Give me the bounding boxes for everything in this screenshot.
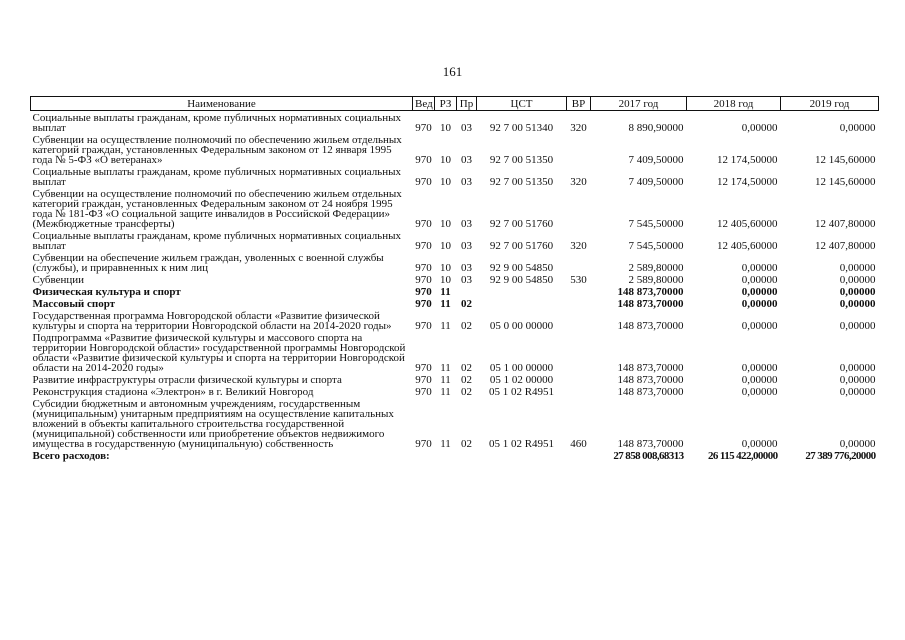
row-2019: 12 407,80000 <box>815 218 876 230</box>
row-rz: 11 <box>440 286 451 298</box>
row-2017: 148 873,70000 <box>617 438 684 450</box>
row-ved: 970 <box>415 362 432 374</box>
row-pr: 03 <box>461 154 472 166</box>
table-row <box>31 373 879 385</box>
row-name: Социальные выплаты гражданам, кроме публичных нормативных социальных выплат <box>32 230 401 252</box>
total-empty-cell <box>435 449 457 461</box>
row-pr: 03 <box>461 240 472 252</box>
row-2018: 12 174,50000 <box>717 176 778 188</box>
row-2019: 12 145,60000 <box>815 176 876 188</box>
table-row <box>31 331 879 373</box>
total-empty-cell <box>567 449 591 461</box>
row-2017: 7 545,50000 <box>628 240 684 252</box>
row-2017: 148 873,70000 <box>617 374 684 386</box>
row-2017: 2 589,80000 <box>628 262 684 274</box>
row-pr: 02 <box>461 298 472 310</box>
row-pr: 03 <box>461 274 472 286</box>
row-pr: 03 <box>461 262 472 274</box>
row-cst: 92 7 00 51340 <box>489 122 554 134</box>
row-cst: 92 9 00 54850 <box>489 262 554 274</box>
row-name: Социальные выплаты гражданам, кроме публичных нормативных социальных выплат <box>32 166 401 188</box>
row-rz: 11 <box>440 374 451 386</box>
row-2018: 0,00000 <box>741 362 778 374</box>
row-2019: 0,00000 <box>839 286 876 298</box>
row-cst <box>477 297 567 309</box>
row-ved: 970 <box>415 176 432 188</box>
row-vr: 320 <box>570 240 587 252</box>
row-pr: 03 <box>461 218 472 230</box>
total-2017: 27 858 008,68313 <box>613 450 684 462</box>
header-2018: 2018 год <box>687 97 781 111</box>
table-row <box>31 111 879 134</box>
row-name: Массовый спорт <box>32 298 116 310</box>
row-ved: 970 <box>415 154 432 166</box>
row-ved: 970 <box>415 374 432 386</box>
row-rz: 10 <box>440 154 451 166</box>
row-2019: 12 407,80000 <box>815 240 876 252</box>
row-vr <box>567 285 591 297</box>
row-cst: 92 9 00 54850 <box>489 274 554 286</box>
row-2017: 7 545,50000 <box>628 218 684 230</box>
row-name: Субвенции на осуществление полномочий по обеспечению жильем отдельных категорий граждан, установленных Федеральным законом от 12 января 1995 года № 5-ФЗ «О ветеранах» <box>32 134 402 166</box>
row-2018: 0,00000 <box>741 320 778 332</box>
row-ved: 970 <box>415 298 432 310</box>
row-ved: 970 <box>415 274 432 286</box>
row-vr: 530 <box>570 274 587 286</box>
row-name: Реконструкция стадиона «Электрон» в г. Великий Новгород <box>32 386 314 398</box>
header-2019: 2019 год <box>781 97 879 111</box>
row-2019: 0,00000 <box>839 362 876 374</box>
total-empty-cell <box>477 449 567 461</box>
row-ved: 970 <box>415 262 432 274</box>
header-cst: ЦСТ <box>477 97 567 111</box>
row-2019: 0,00000 <box>839 262 876 274</box>
row-2017: 148 873,70000 <box>617 286 684 298</box>
row-name: Физическая культура и спорт <box>32 286 181 298</box>
header-name: Наименование <box>31 97 413 111</box>
table-row <box>31 273 879 285</box>
row-cst: 92 7 00 51350 <box>489 176 554 188</box>
header-vr: ВР <box>567 97 591 111</box>
row-cst: 05 1 02 R4951 <box>488 386 555 398</box>
row-ved: 970 <box>415 438 432 450</box>
header-rz: РЗ <box>435 97 457 111</box>
total-empty-cell <box>457 449 477 461</box>
row-2019: 0,00000 <box>839 374 876 386</box>
table-row <box>31 187 879 229</box>
row-2019: 0,00000 <box>839 320 876 332</box>
row-2017: 148 873,70000 <box>617 298 684 310</box>
table-row <box>31 397 879 449</box>
row-cst: 05 1 00 00000 <box>489 362 554 374</box>
table-row <box>31 285 879 297</box>
table-row <box>31 133 879 165</box>
row-2018: 0,00000 <box>741 262 778 274</box>
row-2017: 148 873,70000 <box>617 320 684 332</box>
row-2018: 0,00000 <box>741 386 778 398</box>
row-rz: 11 <box>440 320 451 332</box>
row-rz: 10 <box>440 274 451 286</box>
row-pr: 02 <box>461 438 472 450</box>
row-2019: 0,00000 <box>839 274 876 286</box>
row-pr: 02 <box>461 386 472 398</box>
row-vr <box>567 133 591 165</box>
table-row <box>31 309 879 331</box>
row-rz: 10 <box>440 176 451 188</box>
table-header-row <box>31 97 879 111</box>
page-number: 161 <box>442 64 463 79</box>
row-rz: 10 <box>440 262 451 274</box>
row-cst <box>477 285 567 297</box>
row-rz: 11 <box>440 386 451 398</box>
row-cst: 92 7 00 51760 <box>489 240 554 252</box>
row-vr <box>567 373 591 385</box>
row-pr: 03 <box>461 176 472 188</box>
row-rz: 10 <box>440 218 451 230</box>
row-name: Субсидии бюджетным и автономным учреждениям, государственным (муниципальным) унитарным предприятиям на осуществление капитальных вложений в объекты капитального строительства государственной (муниципальной) собственности или приобретение объектов недвижимого имущества в государственную (муниципальную) собственность <box>32 398 394 450</box>
row-2018: 0,00000 <box>741 286 778 298</box>
row-2018: 12 174,50000 <box>717 154 778 166</box>
budget-table <box>30 96 879 461</box>
row-rz: 10 <box>440 240 451 252</box>
row-vr <box>567 385 591 397</box>
row-2018: 0,00000 <box>741 274 778 286</box>
row-2018: 0,00000 <box>741 122 778 134</box>
row-name: Субвенции на обеспечение жильем граждан, уволенных с военной службы (службы), и приравненных к ним лиц <box>32 252 384 274</box>
row-pr: 02 <box>461 374 472 386</box>
row-name: Субвенции на осуществление полномочий по обеспечению жильем отдельных категорий граждан, установленных Федеральным законом от 24 ноября 1995 года № 181-ФЗ «О социальной защите инвалидов в Российской Федерации» (Межбюджетные трансферты) <box>32 188 402 230</box>
table-row <box>31 165 879 187</box>
row-2019: 0,00000 <box>839 438 876 450</box>
row-vr <box>567 297 591 309</box>
row-cst: 05 1 02 R4951 <box>488 438 555 450</box>
row-ved: 970 <box>415 240 432 252</box>
row-2019: 0,00000 <box>839 122 876 134</box>
row-2018: 12 405,60000 <box>717 240 778 252</box>
row-name: Подпрограмма «Развитие физической культуры и массового спорта на территории Новгородской области» государственной программы Новгородской области «Развитие физической культуры и спорта на территории Новгородской области на 2014-2020 годы» <box>32 332 406 374</box>
total-2018: 26 115 422,00000 <box>707 450 778 462</box>
header-ved: Вед <box>413 97 435 111</box>
row-cst: 92 7 00 51760 <box>489 218 554 230</box>
row-vr <box>567 331 591 373</box>
row-2017: 148 873,70000 <box>617 386 684 398</box>
row-rz: 10 <box>440 122 451 134</box>
header-pr: Пр <box>457 97 477 111</box>
table-row <box>31 251 879 273</box>
row-2017: 2 589,80000 <box>628 274 684 286</box>
row-cst: 05 0 00 00000 <box>489 320 554 332</box>
row-cst: 05 1 02 00000 <box>489 374 554 386</box>
row-2017: 7 409,50000 <box>628 176 684 188</box>
row-vr <box>567 187 591 229</box>
row-ved: 970 <box>415 320 432 332</box>
row-pr: 02 <box>461 320 472 332</box>
row-2018: 0,00000 <box>741 438 778 450</box>
row-vr <box>567 251 591 273</box>
row-rz: 11 <box>440 438 451 450</box>
row-2017: 8 890,90000 <box>628 122 684 134</box>
row-vr: 460 <box>570 438 587 450</box>
table-row <box>31 385 879 397</box>
row-rz: 11 <box>440 298 451 310</box>
row-2017: 148 873,70000 <box>617 362 684 374</box>
table-body <box>31 111 879 462</box>
total-row <box>31 449 879 461</box>
row-2019: 12 145,60000 <box>815 154 876 166</box>
row-vr: 320 <box>570 176 587 188</box>
row-2017: 7 409,50000 <box>628 154 684 166</box>
row-pr: 02 <box>461 362 472 374</box>
row-2018: 0,00000 <box>741 298 778 310</box>
total-empty-cell <box>413 449 435 461</box>
row-2018: 12 405,60000 <box>717 218 778 230</box>
row-pr: 03 <box>461 122 472 134</box>
row-cst: 92 7 00 51350 <box>489 154 554 166</box>
table-row <box>31 229 879 251</box>
row-vr: 320 <box>570 122 587 134</box>
row-2019: 0,00000 <box>839 298 876 310</box>
row-ved: 970 <box>415 218 432 230</box>
row-name: Государственная программа Новгородской области «Развитие физической культуры и спорта на территории Новгородской области на 2014-2020 годы» <box>32 310 392 332</box>
row-ved: 970 <box>415 122 432 134</box>
header-2017: 2017 год <box>591 97 687 111</box>
row-vr <box>567 309 591 331</box>
total-2019: 27 389 776,20000 <box>805 450 876 462</box>
row-2018: 0,00000 <box>741 374 778 386</box>
row-ved: 970 <box>415 286 432 298</box>
row-rz: 11 <box>440 362 451 374</box>
row-name: Развитие инфраструктуры отрасли физической культуры и спорта <box>32 374 342 386</box>
row-name: Субвенции <box>32 274 85 286</box>
row-ved: 970 <box>415 386 432 398</box>
row-name: Социальные выплаты гражданам, кроме публичных нормативных социальных выплат <box>32 112 401 134</box>
table-row <box>31 297 879 309</box>
total-label: Всего расходов: <box>32 450 110 462</box>
row-pr <box>457 285 477 297</box>
row-2019: 0,00000 <box>839 386 876 398</box>
